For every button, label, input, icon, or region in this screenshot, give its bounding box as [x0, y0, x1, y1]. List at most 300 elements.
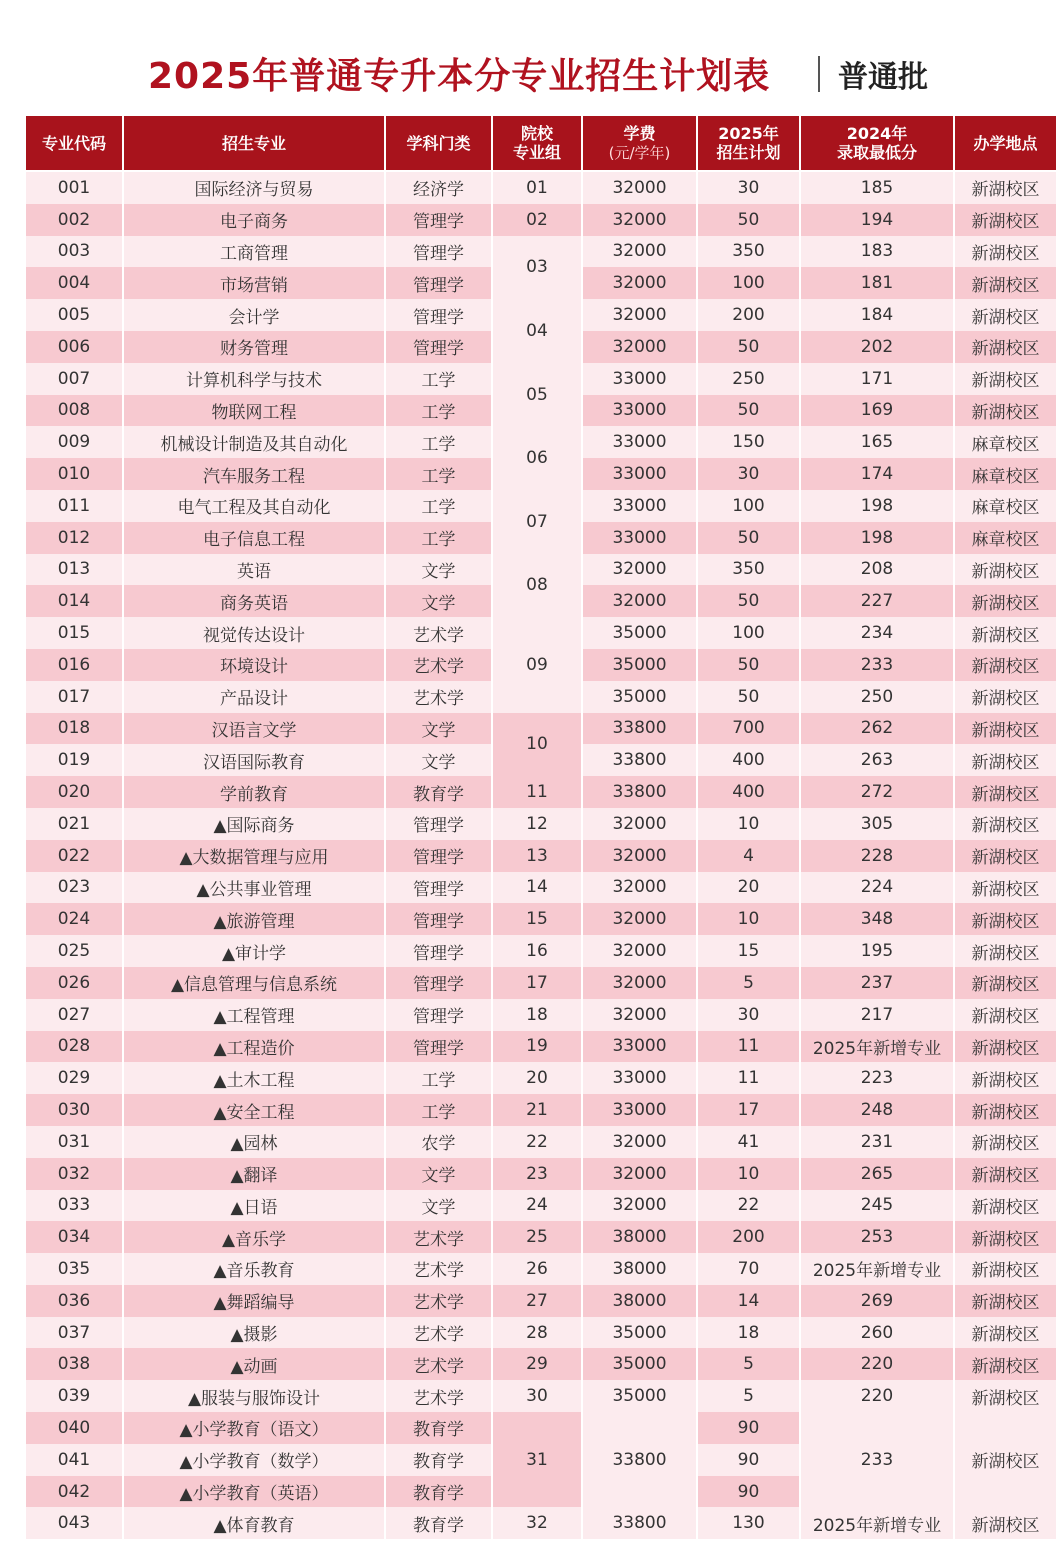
cell-min-score: 185	[800, 171, 954, 204]
cell-category: 管理学	[385, 808, 492, 840]
cell-campus: 新湖校区	[954, 1190, 1057, 1222]
cell-major: 汉语言文学	[123, 713, 385, 745]
cell-code: 040	[25, 1412, 123, 1444]
cell-campus: 新湖校区	[954, 1380, 1057, 1412]
cell-campus: 新湖校区	[954, 999, 1057, 1031]
cell-group: 04	[492, 299, 582, 363]
col-header-min-line2: 录取最低分	[836, 143, 917, 162]
cell-min-score: 184	[800, 299, 954, 331]
cell-category: 艺术学	[385, 1221, 492, 1253]
col-header-category: 学科门类	[385, 115, 492, 171]
cell-min-score: 165	[800, 426, 954, 458]
title-divider	[818, 56, 820, 92]
cell-category: 艺术学	[385, 1285, 492, 1317]
cell-fee: 32000	[582, 999, 697, 1031]
col-header-campus: 办学地点	[954, 115, 1057, 171]
enrollment-plan-table	[24, 114, 1058, 1539]
cell-fee: 33000	[582, 522, 697, 554]
table-row	[25, 299, 1057, 331]
cell-min-score: 263	[800, 744, 954, 776]
table-row	[25, 713, 1057, 745]
cell-group: 12	[492, 808, 582, 840]
cell-code: 014	[25, 585, 123, 617]
cell-plan: 200	[697, 1221, 800, 1253]
cell-plan: 100	[697, 490, 800, 522]
cell-category: 教育学	[385, 1412, 492, 1444]
cell-group: 23	[492, 1158, 582, 1190]
cell-major: ▲工程管理	[123, 999, 385, 1031]
cell-code: 043	[25, 1507, 123, 1539]
cell-major: ▲小学教育（语文）	[123, 1412, 385, 1444]
table-row	[25, 1285, 1057, 1317]
cell-category: 管理学	[385, 872, 492, 904]
cell-group: 22	[492, 1126, 582, 1158]
cell-major: 商务英语	[123, 585, 385, 617]
table-row	[25, 1221, 1057, 1253]
cell-min-score: 171	[800, 363, 954, 395]
cell-campus: 新湖校区	[954, 299, 1057, 331]
cell-group: 29	[492, 1348, 582, 1380]
col-header-min-score	[800, 115, 954, 171]
cell-category: 教育学	[385, 1476, 492, 1508]
cell-fee: 33000	[582, 1031, 697, 1063]
cell-plan: 10	[697, 1158, 800, 1190]
cell-major: 物联网工程	[123, 395, 385, 427]
page-subtitle: 普通批	[838, 60, 928, 95]
cell-group: 32	[492, 1507, 582, 1539]
table-row	[25, 1126, 1057, 1158]
cell-fee: 32000	[582, 903, 697, 935]
cell-min-score: 2025年新增专业	[800, 1253, 954, 1285]
cell-major: ▲摄影	[123, 1317, 385, 1349]
cell-code: 019	[25, 744, 123, 776]
table-row	[25, 1317, 1057, 1349]
cell-plan: 50	[697, 649, 800, 681]
cell-plan: 90	[697, 1476, 800, 1508]
cell-campus: 新湖校区	[954, 331, 1057, 363]
cell-code: 006	[25, 331, 123, 363]
table-body	[25, 171, 1057, 1539]
table-row	[25, 171, 1057, 204]
cell-group: 28	[492, 1317, 582, 1349]
cell-plan: 50	[697, 204, 800, 236]
cell-min-score: 220	[800, 1348, 954, 1380]
cell-code: 038	[25, 1348, 123, 1380]
table-row	[25, 1031, 1057, 1063]
cell-category: 管理学	[385, 299, 492, 331]
cell-min-score: 262	[800, 713, 954, 745]
col-header-fee	[582, 115, 697, 171]
cell-major: ▲小学教育（数学）	[123, 1444, 385, 1476]
table-row	[25, 935, 1057, 967]
cell-fee: 32000	[582, 204, 697, 236]
cell-category: 管理学	[385, 840, 492, 872]
cell-major: 财务管理	[123, 331, 385, 363]
cell-fee: 32000	[582, 585, 697, 617]
cell-code: 041	[25, 1444, 123, 1476]
cell-major: ▲审计学	[123, 935, 385, 967]
cell-code: 030	[25, 1094, 123, 1126]
table-header-row	[25, 115, 1057, 171]
cell-major: ▲旅游管理	[123, 903, 385, 935]
cell-major: 汉语国际教育	[123, 744, 385, 776]
cell-major: ▲大数据管理与应用	[123, 840, 385, 872]
table-row	[25, 1158, 1057, 1190]
cell-min-score: 348	[800, 903, 954, 935]
cell-fee: 38000	[582, 1253, 697, 1285]
cell-group: 30	[492, 1380, 582, 1412]
cell-fee: 32000	[582, 236, 697, 268]
cell-major: ▲翻译	[123, 1158, 385, 1190]
cell-campus: 新湖校区	[954, 236, 1057, 268]
cell-campus: 新湖校区	[954, 1031, 1057, 1063]
table-row	[25, 808, 1057, 840]
cell-fee: 32000	[582, 267, 697, 299]
cell-major: 学前教育	[123, 776, 385, 808]
cell-campus: 新湖校区	[954, 267, 1057, 299]
cell-plan: 400	[697, 744, 800, 776]
cell-group: 24	[492, 1190, 582, 1222]
cell-category: 管理学	[385, 1031, 492, 1063]
cell-min-score: 231	[800, 1126, 954, 1158]
cell-group: 27	[492, 1285, 582, 1317]
cell-code: 021	[25, 808, 123, 840]
cell-campus: 新湖校区	[954, 713, 1057, 745]
cell-group: 19	[492, 1031, 582, 1063]
cell-group: 01	[492, 171, 582, 204]
cell-code: 007	[25, 363, 123, 395]
cell-campus: 新湖校区	[954, 681, 1057, 713]
title-bar	[0, 0, 1060, 110]
col-header-group	[492, 115, 582, 171]
cell-category: 工学	[385, 363, 492, 395]
cell-min-score: 202	[800, 331, 954, 363]
cell-campus: 新湖校区	[954, 204, 1057, 236]
cell-group: 08	[492, 554, 582, 618]
cell-major: ▲公共事业管理	[123, 872, 385, 904]
cell-campus: 新湖校区	[954, 1285, 1057, 1317]
cell-campus: 新湖校区	[954, 776, 1057, 808]
cell-plan: 350	[697, 554, 800, 586]
cell-min-score: 272	[800, 776, 954, 808]
cell-campus: 新湖校区	[954, 967, 1057, 999]
cell-code: 011	[25, 490, 123, 522]
cell-major: 计算机科学与技术	[123, 363, 385, 395]
cell-min-score: 208	[800, 554, 954, 586]
cell-fee: 32000	[582, 872, 697, 904]
cell-campus: 新湖校区	[954, 1507, 1057, 1539]
cell-category: 文学	[385, 1190, 492, 1222]
cell-campus: 新湖校区	[954, 1412, 1057, 1507]
cell-fee: 33000	[582, 363, 697, 395]
cell-code: 024	[25, 903, 123, 935]
cell-plan: 5	[697, 1380, 800, 1412]
cell-campus: 新湖校区	[954, 1062, 1057, 1094]
cell-group: 18	[492, 999, 582, 1031]
cell-category: 工学	[385, 490, 492, 522]
cell-plan: 100	[697, 267, 800, 299]
cell-min-score: 198	[800, 490, 954, 522]
cell-min-score: 169	[800, 395, 954, 427]
cell-min-score: 305	[800, 808, 954, 840]
cell-plan: 150	[697, 426, 800, 458]
cell-code: 022	[25, 840, 123, 872]
cell-code: 012	[25, 522, 123, 554]
table-row	[25, 999, 1057, 1031]
cell-code: 020	[25, 776, 123, 808]
cell-min-score: 237	[800, 967, 954, 999]
cell-fee: 33800	[582, 744, 697, 776]
cell-group: 31	[492, 1412, 582, 1507]
cell-major: ▲园林	[123, 1126, 385, 1158]
cell-category: 管理学	[385, 999, 492, 1031]
cell-campus: 新湖校区	[954, 840, 1057, 872]
cell-category: 管理学	[385, 236, 492, 268]
cell-fee: 35000	[582, 617, 697, 649]
cell-plan: 15	[697, 935, 800, 967]
cell-code: 029	[25, 1062, 123, 1094]
cell-plan: 5	[697, 1348, 800, 1380]
cell-fee: 38000	[582, 1221, 697, 1253]
cell-group: 06	[492, 426, 582, 490]
cell-group: 14	[492, 872, 582, 904]
cell-category: 工学	[385, 1062, 492, 1094]
cell-group: 11	[492, 776, 582, 808]
cell-category: 工学	[385, 426, 492, 458]
cell-fee: 32000	[582, 1126, 697, 1158]
cell-category: 教育学	[385, 1507, 492, 1539]
cell-plan: 30	[697, 171, 800, 204]
table-row	[25, 1094, 1057, 1126]
cell-plan: 400	[697, 776, 800, 808]
cell-plan: 20	[697, 872, 800, 904]
cell-campus: 新湖校区	[954, 808, 1057, 840]
cell-min-score: 183	[800, 236, 954, 268]
cell-fee: 32000	[582, 1158, 697, 1190]
cell-campus: 麻章校区	[954, 490, 1057, 522]
cell-plan: 100	[697, 617, 800, 649]
table-row	[25, 903, 1057, 935]
cell-fee: 35000	[582, 1317, 697, 1349]
cell-min-score: 220	[800, 1380, 954, 1412]
cell-category: 艺术学	[385, 1253, 492, 1285]
cell-campus: 新湖校区	[954, 649, 1057, 681]
cell-campus: 新湖校区	[954, 1158, 1057, 1190]
cell-fee: 32000	[582, 840, 697, 872]
cell-fee: 32000	[582, 554, 697, 586]
cell-group: 15	[492, 903, 582, 935]
cell-plan: 10	[697, 808, 800, 840]
cell-code: 037	[25, 1317, 123, 1349]
cell-min-score: 198	[800, 522, 954, 554]
cell-code: 034	[25, 1221, 123, 1253]
cell-code: 039	[25, 1380, 123, 1412]
cell-fee: 33000	[582, 458, 697, 490]
col-header-plan-line1: 2025年	[718, 124, 779, 143]
cell-group: 05	[492, 363, 582, 427]
cell-fee: 32000	[582, 331, 697, 363]
cell-major: 英语	[123, 554, 385, 586]
cell-campus: 新湖校区	[954, 585, 1057, 617]
cell-min-score: 2025年新增专业	[800, 1031, 954, 1063]
cell-plan: 70	[697, 1253, 800, 1285]
cell-plan: 11	[697, 1062, 800, 1094]
cell-major: ▲服装与服饰设计	[123, 1380, 385, 1412]
cell-min-score: 234	[800, 617, 954, 649]
table-row	[25, 236, 1057, 268]
table-row	[25, 1253, 1057, 1285]
cell-min-score: 227	[800, 585, 954, 617]
cell-fee: 33800	[582, 776, 697, 808]
cell-major: 市场营销	[123, 267, 385, 299]
cell-category: 教育学	[385, 776, 492, 808]
cell-min-score: 250	[800, 681, 954, 713]
cell-campus: 新湖校区	[954, 171, 1057, 204]
cell-group: 07	[492, 490, 582, 554]
table-row	[25, 204, 1057, 236]
cell-plan: 11	[697, 1031, 800, 1063]
cell-major: ▲舞蹈编导	[123, 1285, 385, 1317]
cell-min-score: 2025年新增专业	[800, 1507, 954, 1539]
cell-campus: 新湖校区	[954, 1126, 1057, 1158]
cell-campus: 新湖校区	[954, 744, 1057, 776]
col-header-plan	[697, 115, 800, 171]
cell-major: 机械设计制造及其自动化	[123, 426, 385, 458]
cell-code: 026	[25, 967, 123, 999]
cell-code: 035	[25, 1253, 123, 1285]
cell-code: 010	[25, 458, 123, 490]
cell-campus: 麻章校区	[954, 458, 1057, 490]
cell-group: 03	[492, 236, 582, 300]
cell-plan: 50	[697, 585, 800, 617]
cell-major: ▲小学教育（英语）	[123, 1476, 385, 1508]
cell-code: 002	[25, 204, 123, 236]
table-row	[25, 426, 1057, 458]
cell-major: ▲动画	[123, 1348, 385, 1380]
cell-fee: 32000	[582, 1190, 697, 1222]
cell-category: 工学	[385, 522, 492, 554]
cell-min-score: 223	[800, 1062, 954, 1094]
cell-major: ▲体育教育	[123, 1507, 385, 1539]
cell-major: 工商管理	[123, 236, 385, 268]
cell-category: 管理学	[385, 967, 492, 999]
cell-code: 003	[25, 236, 123, 268]
cell-plan: 10	[697, 903, 800, 935]
cell-min-score: 265	[800, 1158, 954, 1190]
cell-code: 027	[25, 999, 123, 1031]
cell-category: 管理学	[385, 331, 492, 363]
cell-campus: 麻章校区	[954, 426, 1057, 458]
cell-major: ▲工程造价	[123, 1031, 385, 1063]
cell-group: 09	[492, 617, 582, 712]
cell-code: 016	[25, 649, 123, 681]
table-row	[25, 872, 1057, 904]
table-row	[25, 554, 1057, 586]
cell-group: 20	[492, 1062, 582, 1094]
cell-major: ▲安全工程	[123, 1094, 385, 1126]
cell-group: 13	[492, 840, 582, 872]
cell-category: 管理学	[385, 903, 492, 935]
cell-campus: 新湖校区	[954, 903, 1057, 935]
cell-campus: 新湖校区	[954, 363, 1057, 395]
cell-major: 电子信息工程	[123, 522, 385, 554]
cell-group: 17	[492, 967, 582, 999]
cell-plan: 700	[697, 713, 800, 745]
cell-code: 001	[25, 171, 123, 204]
table-row	[25, 1412, 1057, 1444]
cell-major: 产品设计	[123, 681, 385, 713]
cell-min-score: 260	[800, 1317, 954, 1349]
page-title: 2025年普通专升本分专业招生计划表	[148, 56, 771, 97]
cell-fee: 35000	[582, 1348, 697, 1380]
table-row	[25, 776, 1057, 808]
col-header-major: 招生专业	[123, 115, 385, 171]
cell-group: 26	[492, 1253, 582, 1285]
col-header-plan-line2: 招生计划	[716, 143, 781, 162]
cell-code: 033	[25, 1190, 123, 1222]
cell-code: 031	[25, 1126, 123, 1158]
table-row	[25, 1348, 1057, 1380]
cell-plan: 130	[697, 1507, 800, 1539]
cell-code: 028	[25, 1031, 123, 1063]
cell-campus: 新湖校区	[954, 1317, 1057, 1349]
cell-fee: 33800	[582, 713, 697, 745]
cell-min-score: 181	[800, 267, 954, 299]
cell-min-score: 224	[800, 872, 954, 904]
cell-category: 管理学	[385, 267, 492, 299]
cell-plan: 90	[697, 1412, 800, 1444]
col-header-code: 专业代码	[25, 115, 123, 171]
cell-group: 10	[492, 713, 582, 777]
cell-code: 004	[25, 267, 123, 299]
cell-major: ▲信息管理与信息系统	[123, 967, 385, 999]
cell-major: 电气工程及其自动化	[123, 490, 385, 522]
table-row	[25, 1507, 1057, 1539]
cell-plan: 50	[697, 395, 800, 427]
table-row	[25, 967, 1057, 999]
cell-group: 02	[492, 204, 582, 236]
cell-plan: 350	[697, 236, 800, 268]
cell-plan: 18	[697, 1317, 800, 1349]
cell-code: 042	[25, 1476, 123, 1508]
cell-min-score: 253	[800, 1221, 954, 1253]
cell-plan: 50	[697, 681, 800, 713]
cell-plan: 50	[697, 331, 800, 363]
cell-group: 25	[492, 1221, 582, 1253]
cell-category: 文学	[385, 1158, 492, 1190]
cell-code: 008	[25, 395, 123, 427]
cell-fee: 33000	[582, 395, 697, 427]
table-row	[25, 1380, 1057, 1412]
cell-plan: 22	[697, 1190, 800, 1222]
cell-min-score: 248	[800, 1094, 954, 1126]
cell-plan: 4	[697, 840, 800, 872]
cell-plan: 14	[697, 1285, 800, 1317]
table-row	[25, 840, 1057, 872]
cell-major: ▲土木工程	[123, 1062, 385, 1094]
cell-min-score: 233	[800, 649, 954, 681]
cell-code: 017	[25, 681, 123, 713]
table-row	[25, 1190, 1057, 1222]
cell-min-score: 269	[800, 1285, 954, 1317]
cell-code: 015	[25, 617, 123, 649]
cell-fee: 32000	[582, 967, 697, 999]
cell-campus: 新湖校区	[954, 935, 1057, 967]
cell-code: 018	[25, 713, 123, 745]
cell-group: 21	[492, 1094, 582, 1126]
cell-category: 工学	[385, 1094, 492, 1126]
cell-fee: 35000	[582, 1380, 697, 1412]
